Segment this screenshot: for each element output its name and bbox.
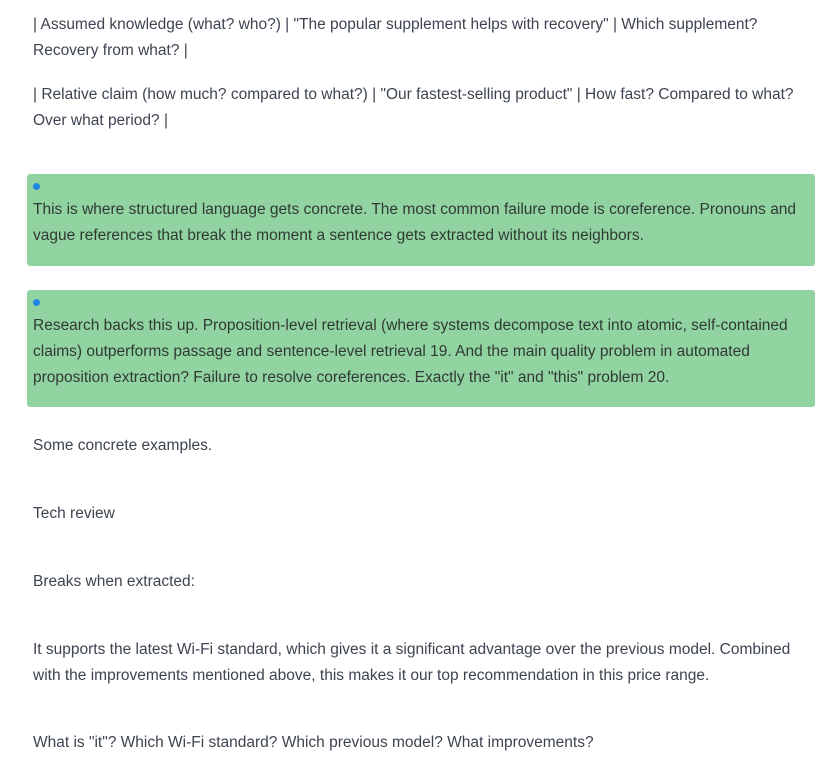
table-row-assumed-knowledge: | Assumed knowledge (what? who?) | "The popular supplement helps with recovery" | Which supplement? Recovery from what? | [33,16,758,59]
highlight-text: Research backs this up. Proposition-level retrieval (where systems decompose text into atomic, self-contained claims) outperforms passage and sentence-level retrieval 19. And the main quality problem in automated proposition extraction? Failure to resolve coreferences. Exactly the "it" and "this" problem 20. [33,317,788,386]
table-row-relative-claim: | Relative claim (how much? compared to what?) | "Our fastest-selling product" | How fast? Compared to what? Over what period? | [33,86,794,129]
breaks-label: Breaks when extracted: [33,573,195,590]
intro-paragraph: Some concrete examples. [33,437,213,454]
highlight-block-coreference[interactable] [27,174,815,266]
example-paragraph: It supports the latest Wi-Fi standard, which gives it a significant advantage over the previous model. Combined with the improvements mentioned above, this makes it our top recommendation in this price range. [33,641,791,684]
questions-paragraph: What is "it"? Which Wi-Fi standard? Which previous model? What improvements? [33,734,594,751]
comment-marker-dot[interactable] [33,299,40,306]
example-heading: Tech review [33,505,115,522]
highlight-block-research[interactable] [27,290,815,407]
comment-marker-dot[interactable] [33,183,40,190]
highlight-text: This is where structured language gets concrete. The most common failure mode is coreference. Pronouns and vague references that break the moment a sentence gets extracted without its neighbors. [33,201,797,244]
